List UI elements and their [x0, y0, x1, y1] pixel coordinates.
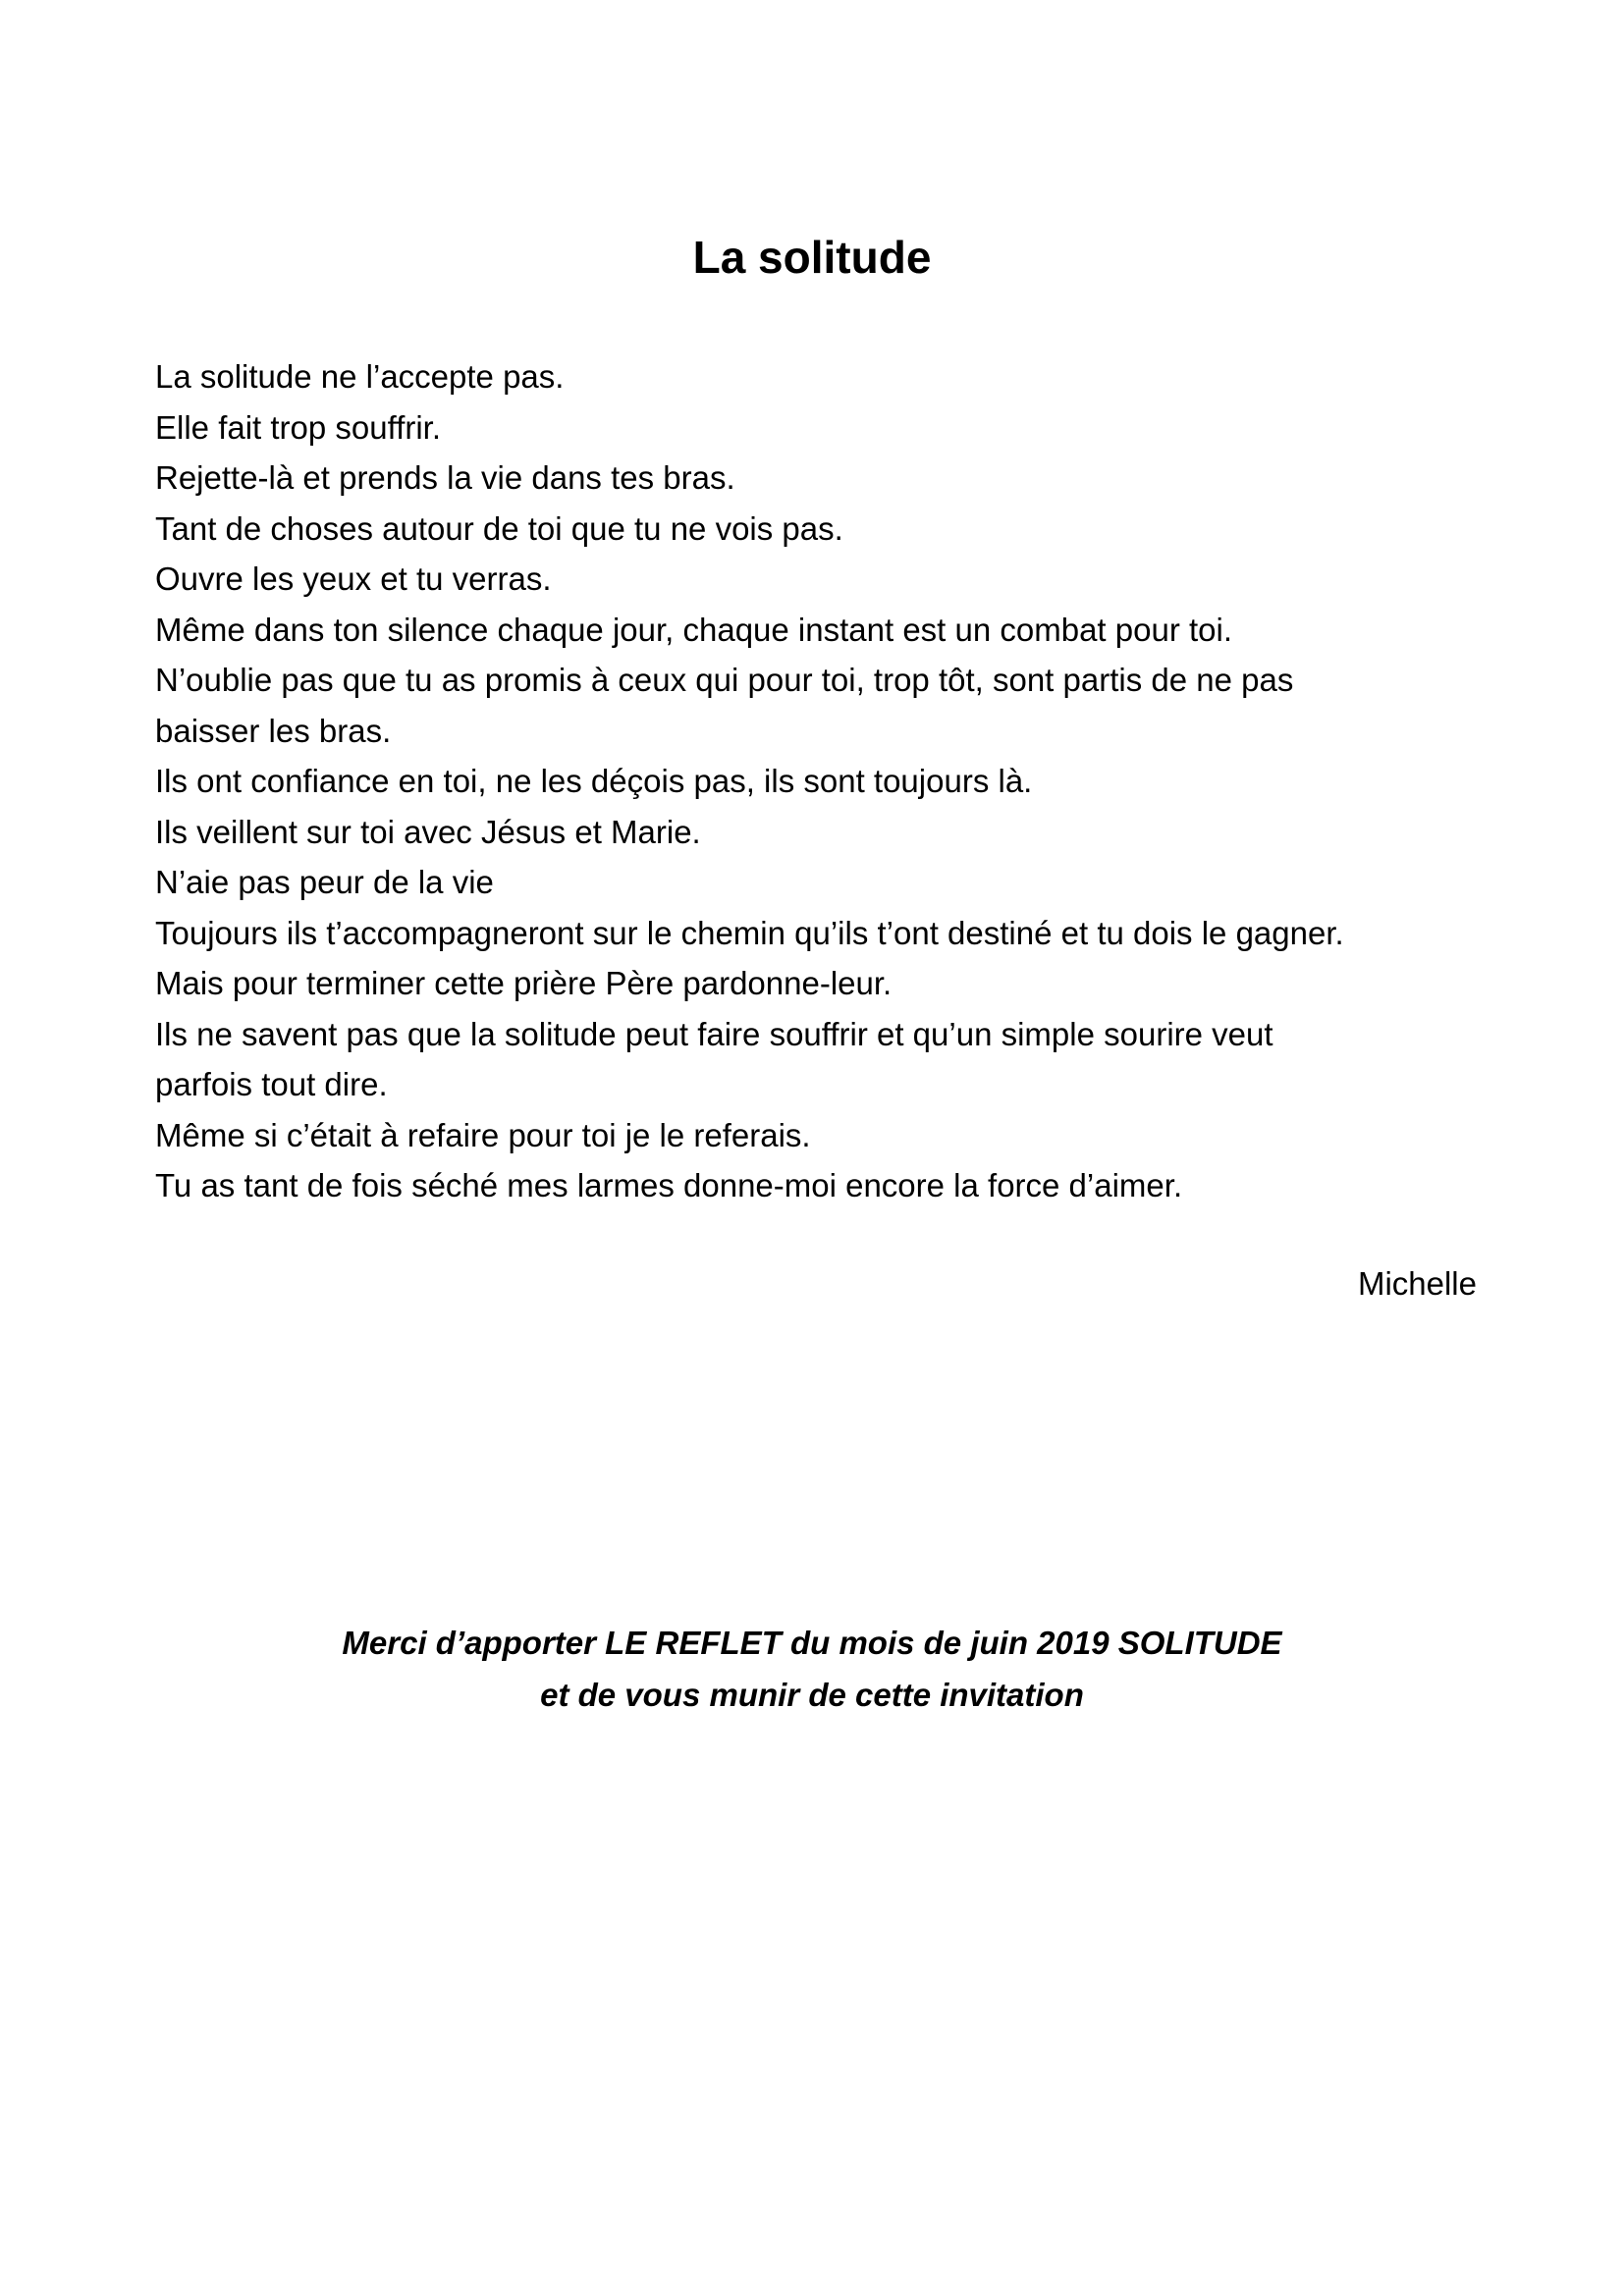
poem-line: La solitude ne l’accepte pas.	[155, 358, 565, 395]
invitation-note	[0, 1617, 1624, 1721]
poem-line: Toujours ils t’accompagneront sur le chemin qu’ils t’ont destiné et tu dois le gagner.	[155, 914, 1344, 951]
poem-line: Tant de choses autour de toi que tu ne vois pas.	[155, 509, 843, 547]
poem-line: Même si c’était à refaire pour toi je le referais.	[155, 1116, 811, 1153]
poem-body	[155, 351, 1490, 1211]
poem-line: baisser les bras.	[155, 712, 392, 749]
poem-line: N’aie pas peur de la vie	[155, 864, 494, 900]
poem-line: Ils veillent sur toi avec Jésus et Marie.	[155, 813, 701, 850]
invitation-note-line: et de vous munir de cette invitation	[540, 1677, 1084, 1713]
poem-line: Elle fait trop souffrir.	[155, 408, 442, 446]
author-signature: Michelle	[1357, 1265, 1477, 1302]
poem-line: Ouvre les yeux et tu verras.	[155, 561, 552, 597]
poem-line: Rejette-là et prends la vie dans tes bras.	[155, 459, 735, 496]
invitation-note-line: Merci d’apporter LE REFLET du mois de juin 2019 SOLITUDE	[342, 1625, 1282, 1661]
poem-line: N’oublie pas que tu as promis à ceux qui pour toi, trop tôt, sont partis de ne pas	[155, 662, 1294, 698]
poem-line: Tu as tant de fois séché mes larmes donne-moi encore la force d’aimer.	[155, 1167, 1183, 1203]
poem-line: parfois tout dire.	[155, 1066, 388, 1102]
poem-line: Même dans ton silence chaque jour, chaque instant est un combat pour toi.	[155, 611, 1233, 648]
poem-line: Ils ne savent pas que la solitude peut faire souffrir et qu’un simple sourire veut	[155, 1015, 1273, 1052]
poem-line: Ils ont confiance en toi, ne les déçois pas, ils sont toujours là.	[155, 763, 1033, 799]
poem-line: Mais pour terminer cette prière Père pardonne-leur.	[155, 965, 893, 1001]
page-title: La solitude	[692, 232, 932, 283]
